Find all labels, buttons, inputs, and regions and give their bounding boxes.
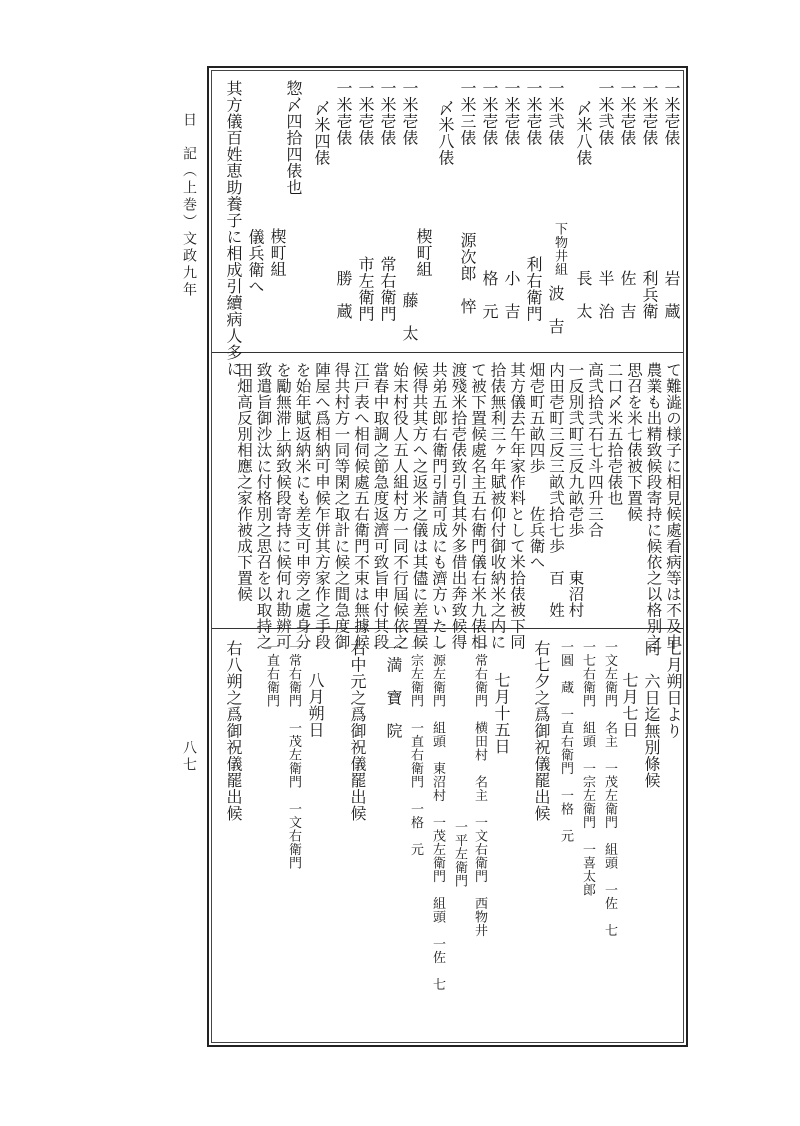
entry-col: 一米壱俵	[378, 80, 397, 146]
grand-total: 惣〆四拾四俵也	[284, 80, 303, 196]
entry-name: 藤 太	[400, 292, 419, 342]
attendee-row: 一七右衛門 組頭 一宗左衛門 一喜太郎	[580, 640, 595, 897]
body-line: 其方儀去午年家作料として米拾俵被下同	[508, 362, 526, 650]
entry-name: 源次郎 悴	[458, 232, 477, 315]
date-heading: 七月朔日より	[664, 640, 683, 739]
entry-col: 一米壱俵	[480, 80, 499, 146]
entry-subtotal: 〆米八俵	[574, 100, 593, 166]
entry-col: 一米壱俵	[618, 80, 637, 146]
group-label: 楔町組	[414, 228, 433, 278]
entry-subtotal: 〆米八俵	[436, 100, 455, 166]
body-line: 始末村役人五人組村方一同不行屆候依之	[391, 362, 409, 650]
attendee-row: 一常右衛門 横田村 名主 一文右衛門 西物井	[472, 640, 487, 937]
entry-col: 一米壱俵	[640, 80, 659, 146]
attendee-row: 一満 寶 院	[384, 640, 403, 739]
entry-col: 一米三俵	[458, 80, 477, 146]
attendee-row: 一常右衛門 一茂左衛門 一文右衛門	[286, 640, 301, 870]
attendee-row: 一直右衛門	[264, 640, 279, 708]
entry-name: 利兵衛	[640, 270, 659, 320]
entry-col: 一米壱俵	[400, 80, 419, 146]
entry-name: 岩 蔵	[662, 270, 681, 320]
attendee-row: 一宗左衛門 一直右衛門 一格 元	[408, 640, 423, 856]
group-label: 楔町組	[268, 228, 287, 278]
entry-col: 一米壱俵	[502, 80, 521, 146]
page-number: 八七	[181, 740, 197, 774]
body-line: 右七夕之爲御祝儀罷出候	[532, 640, 551, 822]
entry-col: 一米弐俵	[596, 80, 615, 146]
body-line: 候得共其方へ之返米之儀は其儘に差置候	[410, 362, 429, 650]
body-line: て被下置候處名主五右衛門儀右米九俵相	[469, 362, 487, 650]
body-line: 田畑高反別相應之家作被成下置候	[235, 362, 253, 602]
date-heading: 七月十五日	[492, 672, 511, 755]
body-line: 江戸表へ相伺候處五右衛門不束は無據候	[352, 362, 370, 650]
entry-name: 半 治	[596, 270, 615, 320]
entry-name: 市左衛門	[356, 256, 375, 322]
entry-name: 波 吉	[546, 285, 565, 335]
body-line: 渡殘米拾壱俵致引負其外多借出奔致候得	[449, 362, 468, 650]
body-line: 陣屋へ爲相納可申候乍併其方家作之手段	[313, 362, 331, 650]
entry-name: 小 吉	[502, 270, 521, 320]
entry-col: 一米壱俵	[334, 80, 353, 146]
entry-name: 格 元	[480, 270, 499, 320]
body-line: 致遣旨御沙汰に付格別之思召を以取持之	[254, 362, 273, 650]
body-line: 右中元之爲御祝儀罷出候	[348, 640, 367, 822]
section-divider-1	[212, 352, 683, 353]
attendee-row: 一文左衛門 名主 一茂左衛門 組頭 一佐 七	[602, 640, 617, 937]
entry-col: 一米弐俵	[546, 80, 565, 146]
body-line: 高弐拾弐石七斗四升三合	[586, 362, 604, 538]
body-line: 畑壱町五畝四歩 佐兵衛へ	[527, 362, 546, 570]
attendee-row: 一圓 蔵 一直右衛門 一格 元	[558, 640, 573, 843]
body-line: 得共村方一同等閑之取計に候之間急度御	[332, 362, 351, 650]
body-line: て難澁の様子に相見候處看病等は不及申	[664, 362, 682, 650]
date-heading: 八月朔日	[306, 672, 325, 738]
entry-name: 勝 蔵	[334, 270, 353, 320]
body-line: 當春中取調之節急度返濟可致旨申付其段	[371, 362, 390, 650]
running-head-left: 日 記（上巻）文政九年	[181, 112, 197, 299]
body-line: 同 六日迄無別條候	[642, 640, 661, 789]
body-line: 其方儀百姓恵助養子に相成引續病人多に	[224, 80, 243, 377]
entry-name: 常右衛門	[378, 256, 397, 322]
entry-col: 一米壱俵	[356, 80, 375, 146]
entry-subtotal: 〆米四俵	[312, 100, 331, 166]
recipient-line: 儀兵衛へ	[246, 80, 265, 295]
date-heading: 七月七日	[620, 672, 639, 738]
body-line: 拾俵無利三ヶ年賦被仰付御收納米之内に	[488, 362, 507, 650]
attendee-row: 一平左衛門	[452, 820, 467, 888]
body-line: を始年賦返納米にも差支可申旁之處身分	[293, 362, 312, 650]
body-line: 思召を米七俵被下置候	[625, 362, 643, 522]
body-line: 一反別弐町三反九畝壱歩 東沼村	[566, 362, 585, 618]
entry-col: 一米壱俵	[524, 80, 543, 146]
entry-name: 利右衛門	[524, 256, 543, 322]
body-line: 農業も出精致候段寄持に候依之以格別之	[644, 362, 663, 650]
body-line: 二口〆米五拾壱俵也	[605, 362, 624, 506]
entry-col: 一米壱俵	[662, 80, 681, 146]
attendee-row: 一源左衛門 組頭 東沼村 一茂左衛門 組頭 一佐 七	[430, 640, 445, 991]
body-line: 内田壱町三反三畝弐拾七歩 百 姓	[547, 362, 565, 618]
entry-name: 佐 吉	[618, 270, 637, 320]
group-label: 下物井組	[552, 222, 567, 276]
body-line: 共弟五郎右衛門引請可成にも濟方いたし	[430, 362, 448, 650]
body-line: を勵無滞上納致候段寄持に候何れ勘辨可	[274, 362, 292, 650]
entry-name: 長 太	[574, 270, 593, 320]
body-line: 右八朔之爲御祝儀罷出候	[224, 640, 243, 822]
